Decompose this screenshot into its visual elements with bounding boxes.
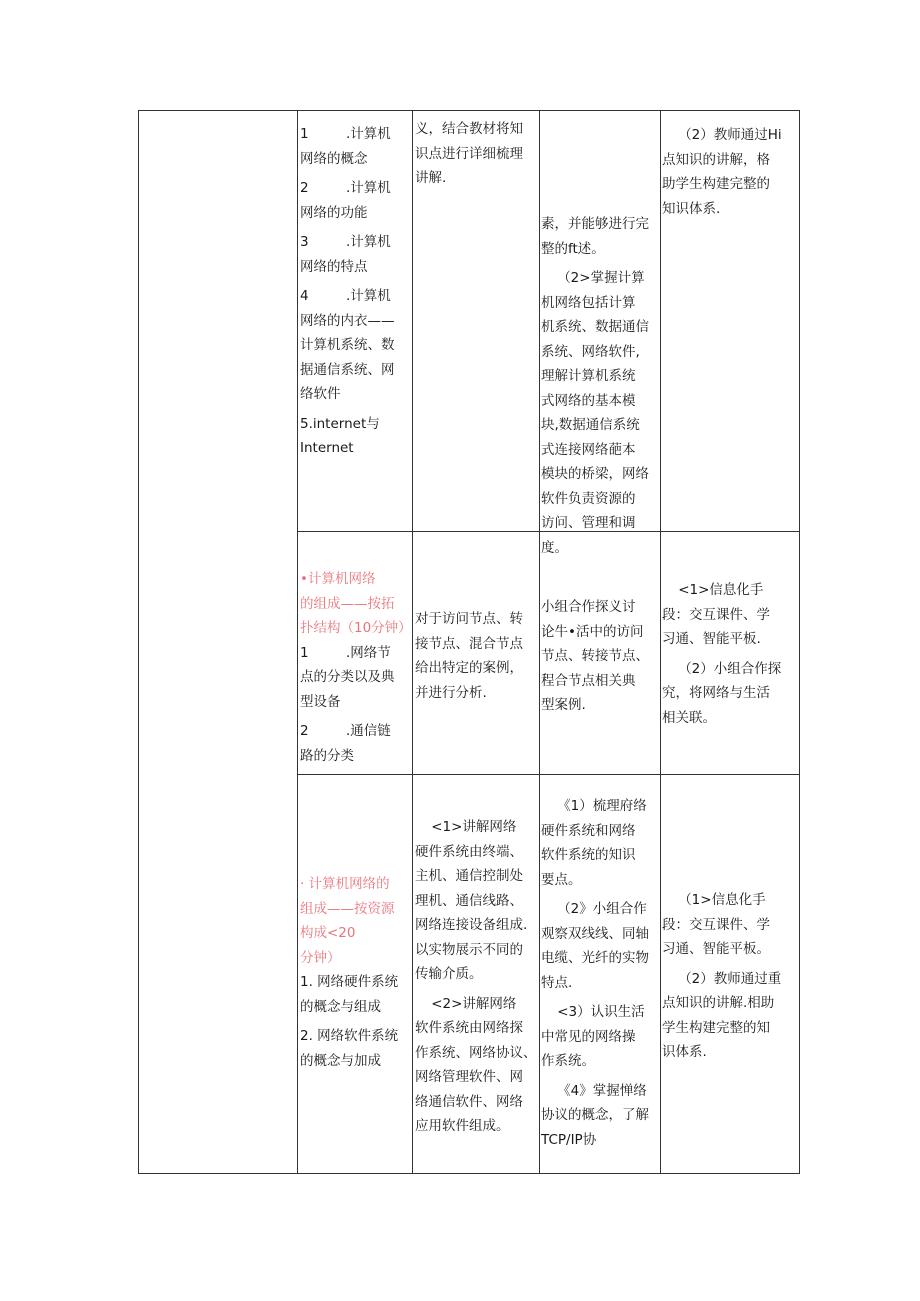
row1-student-activity-cell: 素，并能够进行完 整的ft述。 （2>掌握计算 机网络包括计算 机系统、数据通信 系统、网络软件, 理解计算机系统 式网络的基本模 块,数据通信系统 式连接网络葩本 模块的桥梁，网络 软件负责资源的 访问、管理和调度。 <box>541 216 649 556</box>
row2-design-intent-cell: <1>信息化手 段：交互课件、学 习通、智能平板. （2）小组合作探 究，将网络与生活 相关联。 <box>662 582 782 726</box>
row2-content-cell: •计算机网络 的组成——按拓 扑结构（10分钟） 1 .网络节 点的分类以及典 型设备 2 .通信链 路的分类 <box>300 571 412 764</box>
row1-teacher-activity-cell: 义，结合教材将知 识点进行详细梳理 讲解. <box>415 121 523 186</box>
row3-content-cell: · 计算机网络的 组成——按资源 构成<20 分钟） 1. 网络硬件系统 的概念与组成 2. 网络软件系统 的概念与加成 <box>300 876 399 1069</box>
row3-teacher-activity-cell: <1>讲解网络 硬件系统由终端、 主机、通信控制处 理机、通信线路、 网络连接设备组成. 以实物展示不同的 传输介质。 <2>讲解网络 软件系统由网络探 作系统、网络协议、 网络管理软件、网 络通信软件、网络 应用软件组成。 <box>415 819 537 1134</box>
row2-student-activity-cell: 小组合作探义讨 论牛•活中的访问 节点、转接节点、 程合节点相关典 型案例. <box>541 599 649 713</box>
column-divider <box>297 111 298 1173</box>
row1-design-intent-cell: （2）教师通过Hi 点知识的讲解，格 助学生构建完整的 知识体系. <box>662 127 782 217</box>
column-divider <box>539 111 540 1173</box>
row3-design-intent-cell: （1>信息化手 段：交互课件、学 习通、智能平板。 （2）教师通过重 点知识的讲解.相助 学生构建完整的知 识体系. <box>662 892 782 1060</box>
row3-student-activity-cell: 《1）梳理府络 硬件系统和网络 软件系统的知识 要点。 （2》小组合作 观察双线线、同轴 电缆、光纤的实物 特点. <3）认识生活 中常见的网络操 作系统。 《4》掌握惮络 协议的概念，了解 TCP/IP协 <box>541 798 649 1148</box>
row-divider <box>297 774 799 775</box>
row1-content-cell: 1 .计算机 网络的概念 2 .计算机 网络的功能 3 .计算机 网络的特点 4 .计算机 网络的内衣—— 计算机系统、数 据通信系统、网 络软件 5.internet与 Internet <box>300 126 395 456</box>
row2-teacher-activity-cell: 对于访问节点、转 接节点、混合节点 给出特定的案例， 并进行分析. <box>415 611 523 701</box>
column-divider <box>412 111 413 1173</box>
lesson-plan-table <box>138 110 800 1174</box>
